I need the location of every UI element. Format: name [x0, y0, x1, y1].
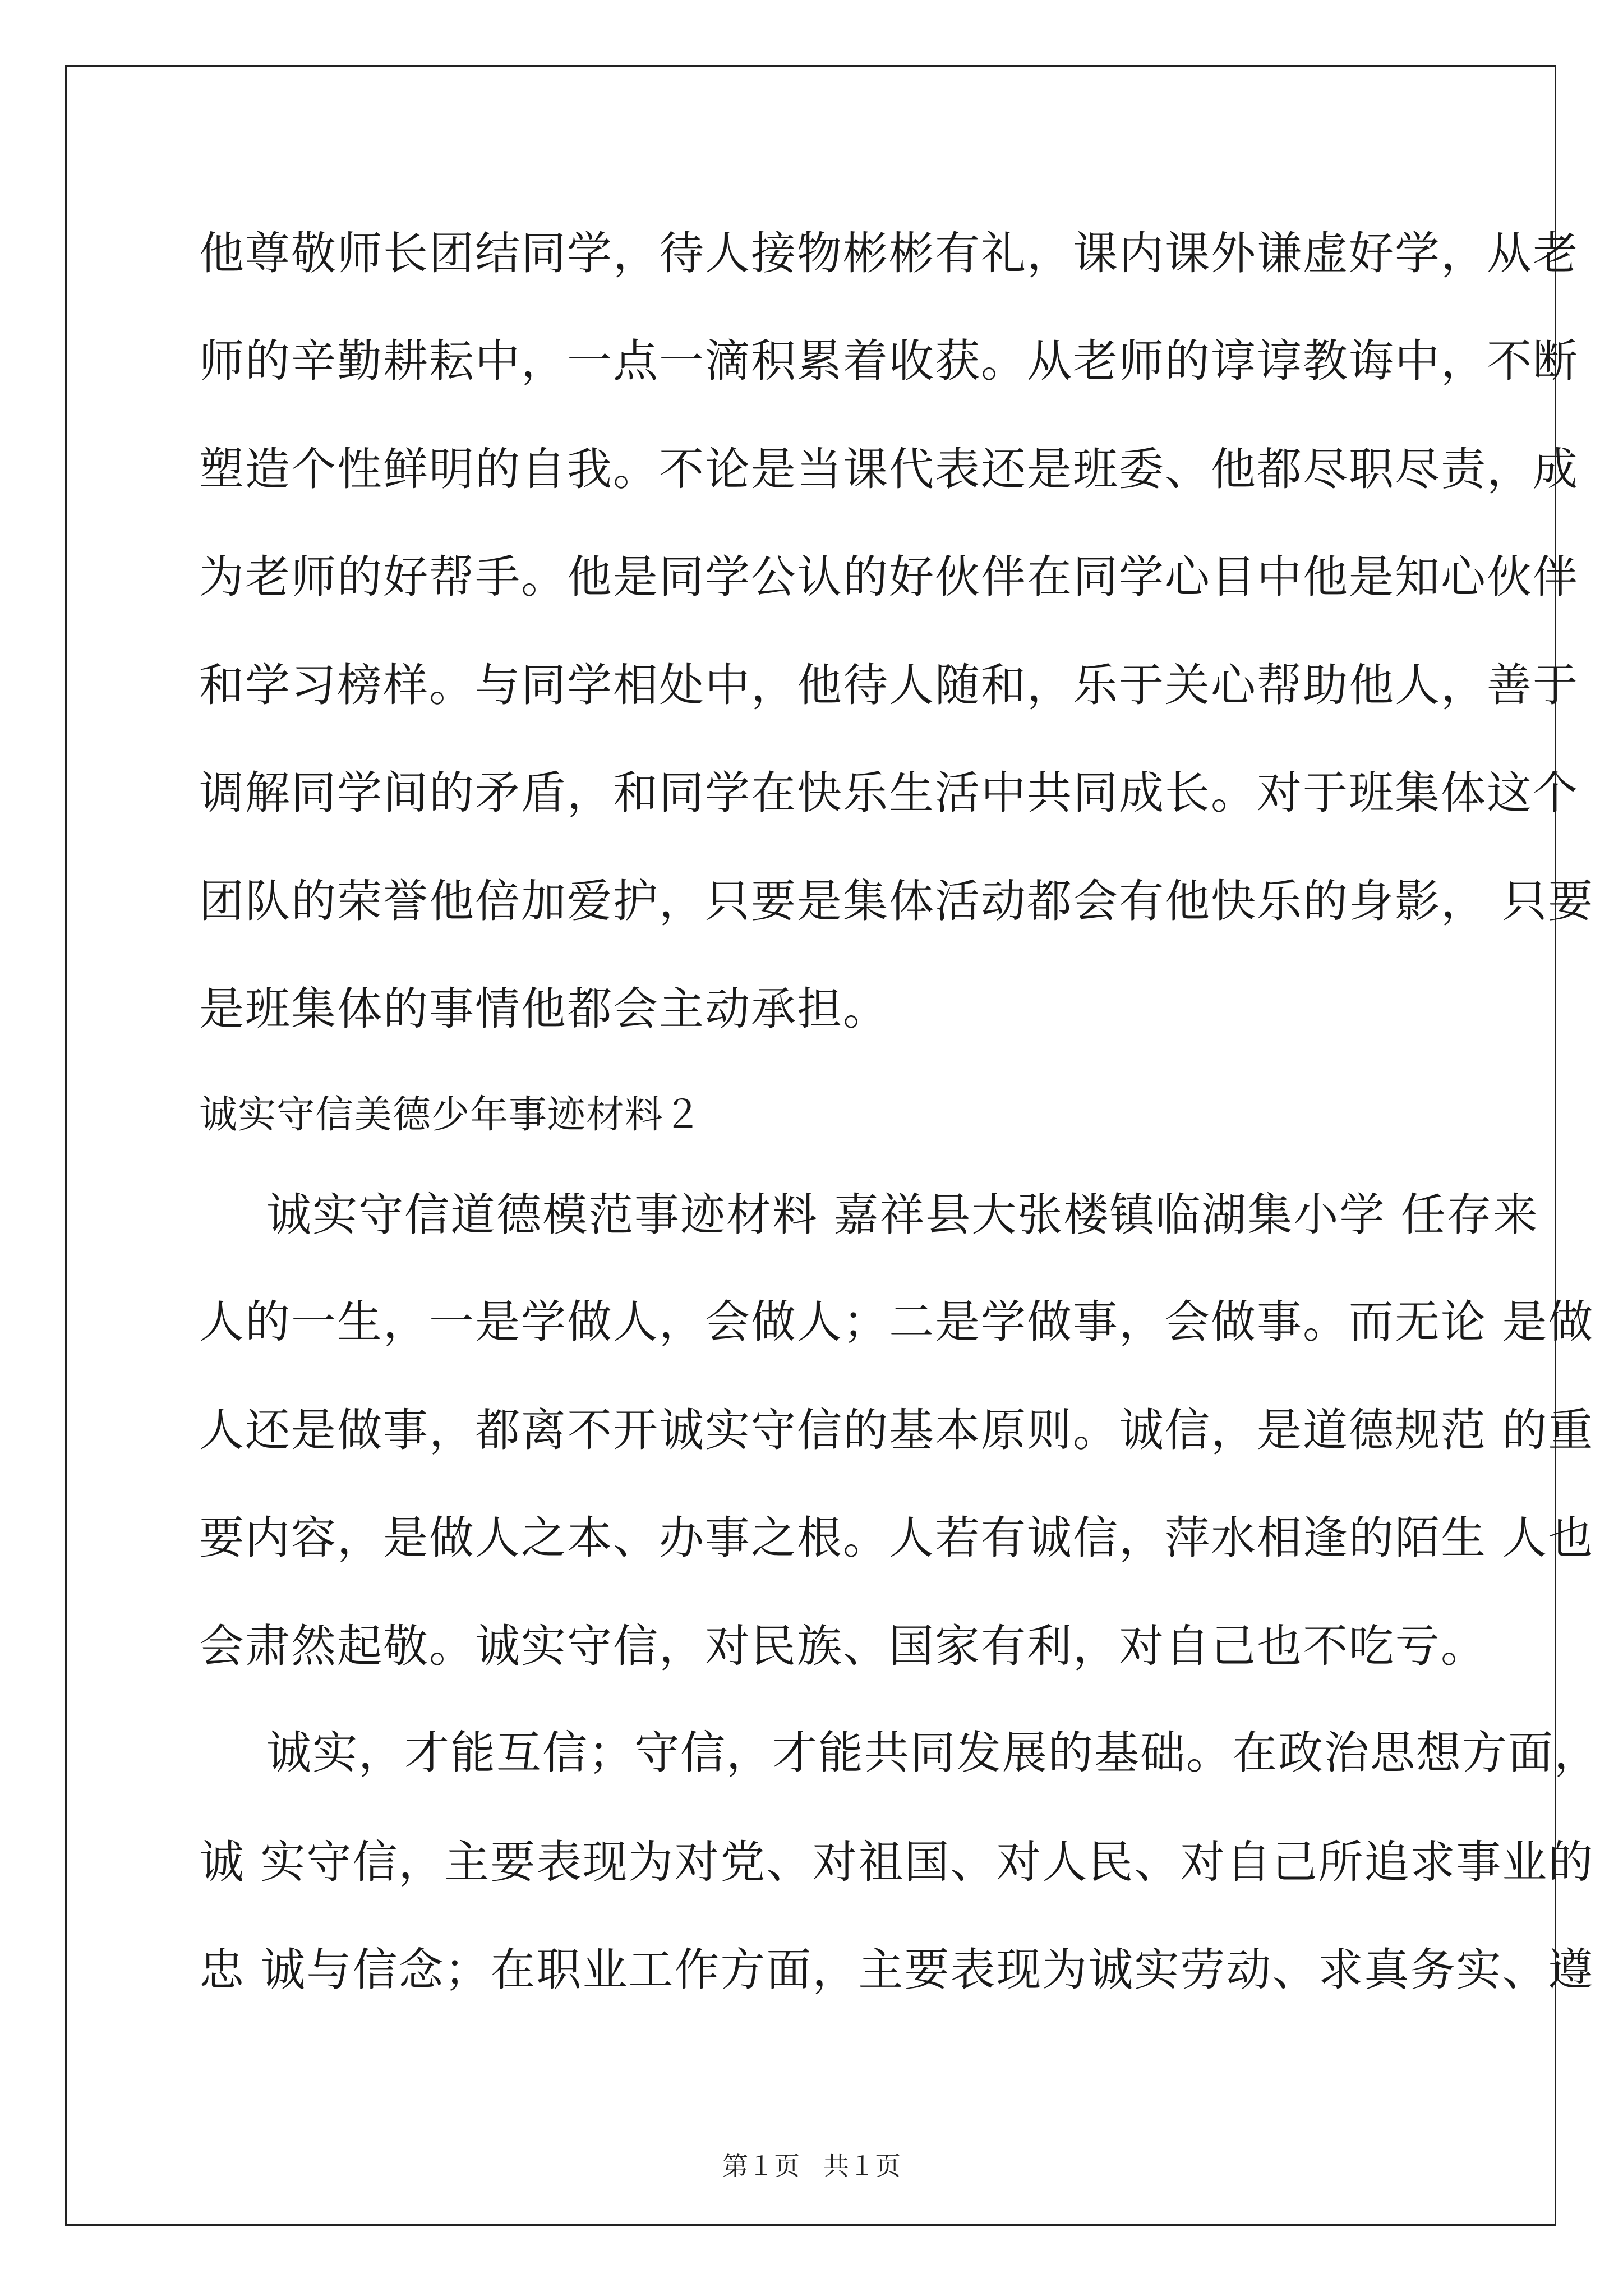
section-heading: 诚实守信美德少年事迹材料２ — [199, 1093, 703, 1137]
paragraph-2-line-5: 会肃然起敬。诚实守信，对民族、国家有利，对自己也不吃亏。 — [199, 1620, 1487, 1672]
paragraph-2-line-1: 诚实守信道德模范事迹材料 嘉祥县大张楼镇临湖集小学 任存来 — [266, 1189, 1539, 1241]
paragraph-1-line-2: 师的辛勤耕耘中，一点一滴积累着收获。从老师的谆谆教诲中，不断 — [199, 335, 1579, 387]
paragraph-1-line-8: 是班集体的事情他都会主动承担。 — [199, 983, 889, 1035]
paragraph-2-line-2: 人的一生，一是学做人，会做人；二是学做事，会做事。而无论 是做 — [199, 1296, 1594, 1348]
paragraph-3-line-2: 诚 实守信，主要表现为对党、对祖国、对人民、对自己所追求事业的 — [199, 1836, 1594, 1888]
page-number: 第１页 — [722, 2152, 800, 2180]
paragraph-1-line-7: 团队的荣誉他倍加爱护，只要是集体活动都会有他快乐的身影， 只要 — [199, 875, 1594, 927]
page-border — [65, 65, 1556, 2226]
paragraph-1-line-3: 塑造个性鲜明的自我。不论是当课代表还是班委、他都尽职尽责，成 — [199, 443, 1579, 495]
paragraph-1-line-6: 调解同学间的矛盾，和同学在快乐生活中共同成长。对于班集体这个 — [199, 767, 1579, 819]
paragraph-2-line-3: 人还是做事，都离不开诚实守信的基本原则。诚信，是道德规范 的重 — [199, 1404, 1594, 1456]
page-footer — [0, 2151, 1623, 2182]
paragraph-1-line-5: 和学习榜样。与同学相处中，他待人随和，乐于关心帮助他人，善于 — [199, 659, 1579, 711]
paragraph-3-line-1: 诚实，才能互信；守信，才能共同发展的基础。在政治思想方面， — [266, 1727, 1600, 1779]
paragraph-3-line-3: 忠 诚与信念；在职业工作方面，主要表现为诚实劳动、求真务实、遵 — [199, 1944, 1594, 1996]
paragraph-2-line-4: 要内容，是做人之本、办事之根。人若有诚信，萍水相逢的陌生 人也 — [199, 1512, 1594, 1564]
page-total: 共１页 — [823, 2152, 901, 2180]
paragraph-1-line-1: 他尊敬师长团结同学，待人接物彬彬有礼，课内课外谦虚好学，从老 — [199, 227, 1579, 279]
paragraph-1-line-4: 为老师的好帮手。他是同学公认的好伙伴在同学心目中他是知心伙伴 — [199, 551, 1579, 603]
